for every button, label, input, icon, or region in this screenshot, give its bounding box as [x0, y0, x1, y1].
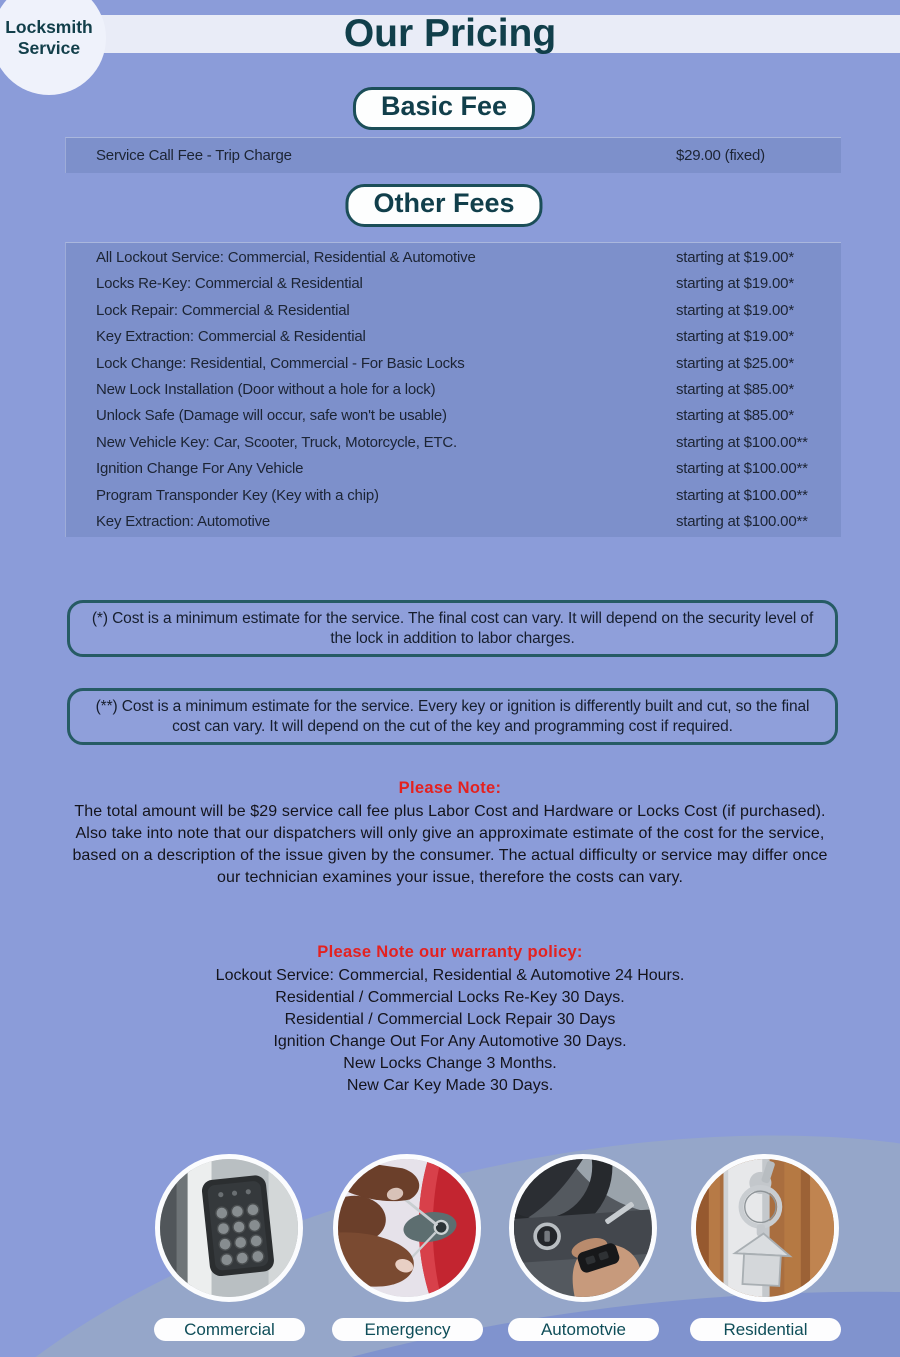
warranty-line: Lockout Service: Commercial, Residential & Automotive 24 Hours.: [215, 967, 685, 984]
category-label-emergency[interactable]: Emergency: [332, 1318, 483, 1341]
note-box-single-asterisk: (*) Cost is a minimum estimate for the service. The final cost can vary. It will depend on the security level of the lock in addition to labor charges.: [67, 600, 838, 657]
fee-service: New Lock Installation (Door without a hole for a lock): [96, 380, 436, 398]
fee-price: starting at $85.00*: [676, 407, 794, 425]
warranty-line: New Locks Change 3 Months.: [343, 1055, 557, 1072]
fee-service: Lock Change: Residential, Commercial - For Basic Locks: [96, 354, 465, 372]
table-row: [66, 298, 841, 324]
category-label-commercial[interactable]: Commercial: [154, 1318, 305, 1341]
table-row: [66, 351, 841, 377]
basic-fee-table: [65, 137, 841, 173]
car-lockout-illustration: [338, 1159, 476, 1297]
fee-service: Lock Repair: Commercial & Residential: [96, 301, 350, 319]
fee-price: starting at $100.00**: [676, 433, 808, 451]
warranty-lines: [0, 965, 900, 1097]
category-label-residential[interactable]: Residential: [690, 1318, 841, 1341]
automotive-photo[interactable]: [509, 1154, 657, 1302]
table-row: [66, 483, 841, 509]
please-note-body: The total amount will be $29 service call fee plus Labor Cost and Hardware or Locks Cost (if purchased). Also take into note that our dispatchers will only give an approximate estimate of the cost for the service, based on a description of the issue given by the consumer. The actual difficulty or service may differ once our technician examines your issue, therefore the costs can vary.: [72, 803, 828, 886]
table-row: [66, 377, 841, 403]
fee-service: Program Transponder Key (Key with a chip): [96, 486, 379, 504]
fee-service: Ignition Change For Any Vehicle: [96, 460, 304, 478]
basic-fee-badge: Basic Fee: [353, 87, 535, 130]
fee-price: starting at $100.00**: [676, 460, 808, 478]
fee-price: starting at $25.00*: [676, 354, 794, 372]
fee-service: Locks Re-Key: Commercial & Residential: [96, 275, 363, 293]
fee-service: Unlock Safe (Damage will occur, safe won't be usable): [96, 407, 447, 425]
emergency-photo[interactable]: [333, 1154, 481, 1302]
table-row: [66, 403, 841, 429]
warranty-line: New Car Key Made 30 Days.: [346, 1077, 554, 1094]
other-fees-badge: Other Fees: [345, 184, 542, 227]
warranty-heading: Please Note our warranty policy:: [317, 943, 583, 961]
warranty-line: Residential / Commercial Lock Repair 30 Days: [284, 1011, 616, 1028]
house-keychain-illustration: [696, 1159, 834, 1297]
fee-service: Service Call Fee - Trip Charge: [96, 147, 292, 164]
category-label-automotive[interactable]: Automotvie: [508, 1318, 659, 1341]
table-row: [66, 271, 841, 297]
fee-service: Key Extraction: Commercial & Residential: [96, 328, 366, 346]
table-row: [66, 245, 841, 271]
table-row: [66, 430, 841, 456]
fee-service: Key Extraction: Automotive: [96, 512, 271, 530]
fee-price: starting at $19.00*: [676, 301, 794, 319]
warranty-line: Residential / Commercial Locks Re-Key 30 Days.: [275, 989, 625, 1006]
residential-photo[interactable]: [691, 1154, 839, 1302]
fee-price: starting at $19.00*: [676, 275, 794, 293]
fee-price: starting at $19.00*: [676, 328, 794, 346]
logo-line-2: Service: [17, 38, 81, 58]
fee-price: starting at $85.00*: [676, 380, 794, 398]
other-fees-table: [65, 242, 841, 537]
fee-price: starting at $100.00**: [676, 486, 808, 504]
door-keypad-illustration: [160, 1159, 298, 1297]
note-box-double-asterisk: (**) Cost is a minimum estimate for the service. Every key or ignition is differently built and cut, so the final cost can vary. It will depend on the cut of the key and programming cost if required.: [67, 688, 838, 745]
fee-price: starting at $100.00**: [676, 512, 808, 530]
fee-service: New Vehicle Key: Car, Scooter, Truck, Motorcycle, ETC.: [96, 433, 457, 451]
table-row: [66, 324, 841, 350]
table-row: [66, 509, 841, 535]
fee-price: starting at $19.00*: [676, 249, 794, 266]
logo[interactable]: [0, 0, 106, 95]
car-key-ignition-illustration: [514, 1159, 652, 1297]
logo-line-1: Locksmith: [5, 17, 93, 37]
please-note-heading: Please Note:: [398, 779, 502, 797]
fee-service: All Lockout Service: Commercial, Residential & Automotive: [96, 249, 476, 266]
warranty-line: Ignition Change Out For Any Automotive 30 Days.: [273, 1033, 627, 1050]
commercial-photo[interactable]: [155, 1154, 303, 1302]
table-row: [66, 456, 841, 482]
page-title: Our Pricing: [343, 12, 557, 55]
fee-price: $29.00 (fixed): [676, 147, 765, 164]
table-row: [66, 138, 841, 173]
